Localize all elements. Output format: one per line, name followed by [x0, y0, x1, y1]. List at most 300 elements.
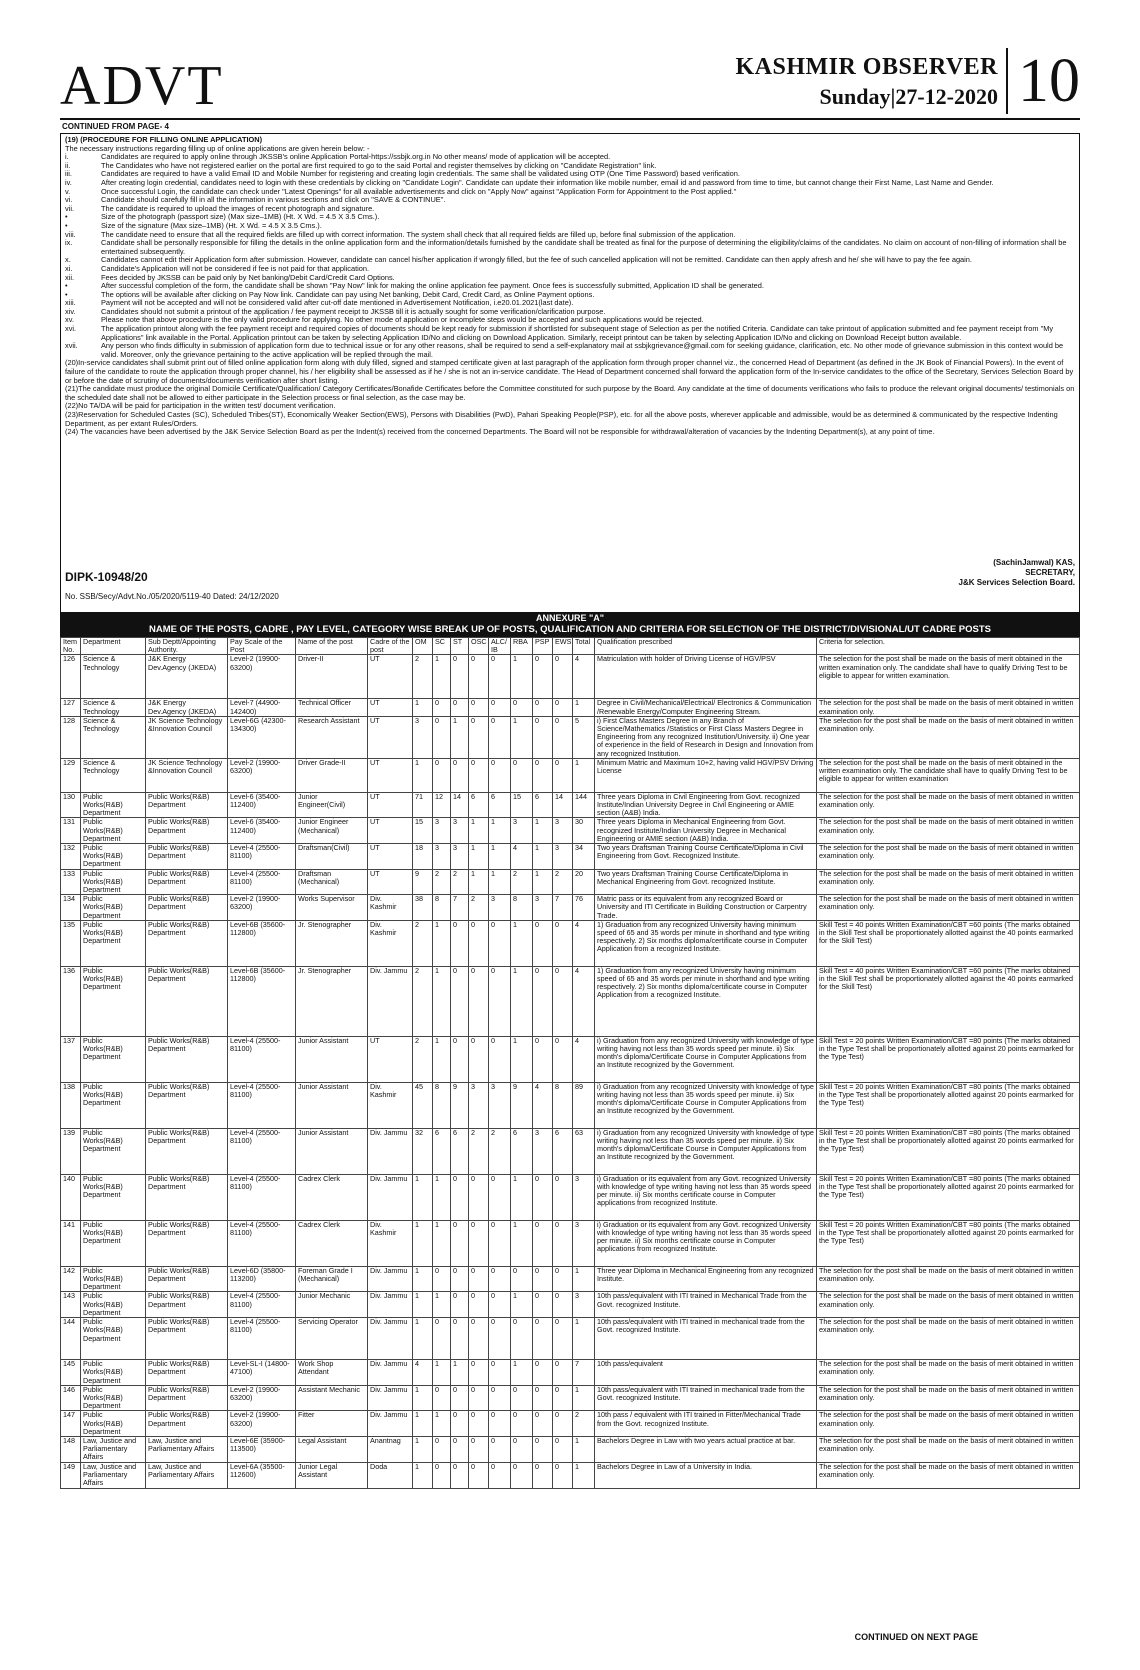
- table-cell: 1: [413, 1292, 433, 1318]
- table-row: [61, 1220, 1080, 1266]
- table-cell: The selection for the post shall be made on the basis of merit obtained in written examination only.: [817, 1462, 1080, 1488]
- table-cell: 135: [61, 920, 81, 966]
- table-cell: Science & Technology: [81, 716, 146, 758]
- table-cell: Level-4 (25500-81100): [228, 1082, 296, 1128]
- table-cell: 15: [413, 818, 433, 844]
- table-cell: 9: [511, 1082, 533, 1128]
- table-cell: Science & Technology: [81, 699, 146, 716]
- table-cell: i) Graduation from any recognized University with knowledge of type writing having not less than 35 words speed per minute. ii) Six month's diploma/Certificate Course in Computer Applications from an Institute recognized by the Government.: [595, 1128, 817, 1174]
- table-cell: Level-6 (35400-112400): [228, 792, 296, 818]
- instruction-marker: ii.: [65, 160, 71, 170]
- instruction-text: Size of the signature (Max size–1MB) (Ht. X Wd. = 4.5 X 3.5 Cms.).: [101, 220, 322, 230]
- table-cell: Fitter: [296, 1411, 368, 1437]
- section-title: ADVT: [60, 55, 224, 117]
- table-cell: JK Science Technology &Innovation Council: [146, 716, 228, 758]
- table-cell: Public Works(R&B) Department: [81, 1411, 146, 1437]
- table-cell: Assistant Mechanic: [296, 1385, 368, 1411]
- table-cell: 2: [413, 966, 433, 1036]
- table-cell: Junior Engineer (Mechanical): [296, 818, 368, 844]
- table-cell: Public Works(R&B) Department: [81, 966, 146, 1036]
- column-header: OM: [413, 638, 433, 655]
- column-header: OSC: [469, 638, 489, 655]
- table-cell: Cadrex Clerk: [296, 1174, 368, 1220]
- table-cell: 0: [469, 1411, 489, 1437]
- table-cell: Public Works(R&B) Department: [81, 920, 146, 966]
- annexure-label: ANNEXURE "A": [535, 613, 605, 623]
- instruction-text: After successful completion of the form, the candidate shall be shown "Pay Now" link for making the online application fee payment. Once fees is successfully submitted, Application ID shall be generated.: [101, 281, 764, 291]
- table-cell: 1: [511, 1360, 533, 1386]
- table-cell: Skill Test = 40 points Written Examination/CBT =60 points (The marks obtained in the Skill Test shall be proportionately allotted against the 40 points earmarked for the Skill Test): [817, 920, 1080, 966]
- instruction-item: [65, 239, 1075, 256]
- table-cell: 142: [61, 1266, 81, 1292]
- table-cell: Level-4 (25500-81100): [228, 869, 296, 895]
- table-cell: 6: [489, 792, 511, 818]
- instruction-marker: xiii.: [65, 298, 76, 308]
- table-cell: JK Science Technology &Innovation Council: [146, 758, 228, 792]
- table-cell: 1: [413, 1266, 433, 1292]
- page-header: [60, 40, 1080, 118]
- table-cell: 10th pass/equivalent with ITI trained in Mechanical Trade from the Govt. recognized Institute.: [595, 1292, 817, 1318]
- table-cell: 0: [433, 1318, 451, 1360]
- table-cell: 0: [553, 1462, 573, 1488]
- table-cell: 0: [433, 699, 451, 716]
- table-cell: 0: [469, 1436, 489, 1462]
- table-cell: 6: [553, 1128, 573, 1174]
- table-cell: Junior Legal Assistant: [296, 1462, 368, 1488]
- table-cell: 1: [451, 716, 469, 758]
- page-number: 10: [1006, 48, 1080, 114]
- table-row: [61, 1036, 1080, 1082]
- table-cell: 0: [433, 1462, 451, 1488]
- table-cell: 0: [553, 1174, 573, 1220]
- table-cell: 130: [61, 792, 81, 818]
- table-cell: 6: [433, 1128, 451, 1174]
- instruction-marker: v.: [65, 186, 71, 196]
- table-cell: Level-4 (25500-81100): [228, 1128, 296, 1174]
- table-cell: Doda: [368, 1462, 413, 1488]
- table-cell: 0: [533, 1411, 553, 1437]
- table-cell: 1: [413, 758, 433, 792]
- instruction-text: Candidate's Application will not be considered if fee is not paid for that application.: [101, 263, 370, 273]
- table-row: [61, 699, 1080, 716]
- signatory-org: J&K Services Selection Board.: [958, 578, 1075, 587]
- table-cell: Public Works(R&B) Department: [81, 844, 146, 870]
- table-cell: 4: [413, 1360, 433, 1386]
- table-cell: 0: [533, 1174, 553, 1220]
- table-cell: Public Works(R&B) Department: [146, 1318, 228, 1360]
- instruction-marker: vi.: [65, 195, 73, 205]
- table-cell: 145: [61, 1360, 81, 1386]
- table-cell: 0: [469, 1266, 489, 1292]
- table-cell: Level-7 (44900-142400): [228, 699, 296, 716]
- table-cell: 0: [489, 1266, 511, 1292]
- instruction-marker: iv.: [65, 177, 72, 187]
- table-cell: 1: [413, 1220, 433, 1266]
- table-cell: 0: [451, 1436, 469, 1462]
- instruction-marker: ix.: [65, 238, 73, 248]
- column-header: PSP: [533, 638, 553, 655]
- table-cell: 1: [433, 655, 451, 699]
- table-cell: 0: [469, 1036, 489, 1082]
- table-cell: Public Works(R&B) Department: [81, 1318, 146, 1360]
- table-cell: 144: [573, 792, 595, 818]
- table-cell: 1: [469, 844, 489, 870]
- table-cell: Div. Jammu: [368, 966, 413, 1036]
- table-cell: 0: [489, 1462, 511, 1488]
- table-cell: Public Works(R&B) Department: [81, 1266, 146, 1292]
- table-row: [61, 1462, 1080, 1488]
- table-row: [61, 895, 1080, 921]
- table-cell: Level-4 (25500-81100): [228, 1318, 296, 1360]
- table-cell: 132: [61, 844, 81, 870]
- table-cell: 0: [511, 1436, 533, 1462]
- table-cell: 0: [511, 1411, 533, 1437]
- table-cell: 2: [573, 1411, 595, 1437]
- table-cell: Div. Jammu: [368, 1266, 413, 1292]
- table-cell: Public Works(R&B) Department: [146, 1128, 228, 1174]
- instruction-marker: xv.: [65, 315, 74, 325]
- table-cell: Servicing Operator: [296, 1318, 368, 1360]
- table-cell: 0: [533, 1266, 553, 1292]
- table-cell: 126: [61, 655, 81, 699]
- table-cell: 2: [469, 1128, 489, 1174]
- table-cell: Div. Jammu: [368, 1128, 413, 1174]
- table-cell: 4: [511, 844, 533, 870]
- table-cell: Public Works(R&B) Department: [146, 1082, 228, 1128]
- table-cell: 3: [451, 818, 469, 844]
- table-cell: Junior Assistant: [296, 1128, 368, 1174]
- instruction-text: Please note that above procedure is the only valid procedure for applying. No other mode of application or incomplete steps would be accepted and such applications would be rejected.: [101, 315, 704, 325]
- table-cell: The selection for the post shall be made on the basis of merit obtained in written examination only.: [817, 792, 1080, 818]
- table-cell: Public Works(R&B) Department: [146, 844, 228, 870]
- table-cell: 0: [451, 1220, 469, 1266]
- table-cell: 1: [489, 844, 511, 870]
- table-cell: i) Graduation or its equivalent from any Govt. recognized University with knowledge of type writing having not less than 35 words speed per minute. ii) Six months certificate course in Computer applications from recognized Institute.: [595, 1220, 817, 1266]
- table-cell: The selection for the post shall be made on the basis of merit obtained in written examination only.: [817, 716, 1080, 758]
- table-row: [61, 792, 1080, 818]
- table-cell: UT: [368, 792, 413, 818]
- table-cell: 0: [533, 1385, 553, 1411]
- table-cell: 0: [469, 1292, 489, 1318]
- table-cell: 1: [533, 844, 553, 870]
- table-cell: Level-6E (35900-113500): [228, 1436, 296, 1462]
- instruction-marker: xiv.: [65, 306, 76, 316]
- table-cell: 0: [451, 920, 469, 966]
- table-cell: 6: [469, 792, 489, 818]
- table-cell: 0: [553, 920, 573, 966]
- table-cell: 0: [533, 1220, 553, 1266]
- table-row: [61, 920, 1080, 966]
- table-cell: 149: [61, 1462, 81, 1488]
- table-cell: The selection for the post shall be made on the basis of merit obtained in written examination only.: [817, 1411, 1080, 1437]
- table-cell: 3: [489, 1082, 511, 1128]
- table-cell: 1) Graduation from any recognized University having minimum speed of 65 and 35 words per minute in shorthand and type writing respectively. 2) Six months diploma/certificate course in Computer Application from a recognized Institute.: [595, 966, 817, 1036]
- table-cell: Skill Test = 40 points Written Examination/CBT =60 points (The marks obtained in the Skill Test shall be proportionately allotted against the 40 points earmarked for the Skill Test): [817, 966, 1080, 1036]
- table-cell: 0: [489, 966, 511, 1036]
- table-cell: 0: [489, 1174, 511, 1220]
- instruction-text: Candidates are required to apply online through JKSSB's online Application Portal-https://ssbjk.org.in No other means/ mode of application will be accepted.: [101, 152, 611, 162]
- table-cell: Public Works(R&B) Department: [81, 1360, 146, 1386]
- table-cell: 4: [573, 920, 595, 966]
- instruction-text: The candidate need to ensure that all the required fields are filled up with correct information. The system shall check that all required fields are filled up, before final submission of the application.: [101, 229, 736, 239]
- table-cell: 1: [573, 758, 595, 792]
- table-cell: Public Works(R&B) Department: [146, 818, 228, 844]
- instruction-text: Once successful Login, the candidate can check under "Latest Openings" for all available advertisements and click on "Apply Now" against "Application Form for Appointment to the Post applied.": [101, 186, 737, 196]
- table-cell: Level-6 (35400-112400): [228, 818, 296, 844]
- table-cell: Div. Kashmir: [368, 1220, 413, 1266]
- table-cell: 0: [451, 1318, 469, 1360]
- table-cell: 18: [413, 844, 433, 870]
- instruction-marker: •: [65, 212, 68, 222]
- table-cell: 1: [573, 1385, 595, 1411]
- table-cell: 1: [511, 1036, 533, 1082]
- table-cell: 0: [489, 1220, 511, 1266]
- continued-from: CONTINUED FROM PAGE- 4: [62, 122, 169, 131]
- table-cell: The selection for the post shall be made on the basis of merit obtained in written examination only.: [817, 818, 1080, 844]
- table-cell: 0: [533, 1462, 553, 1488]
- table-cell: Level-4 (25500-81100): [228, 844, 296, 870]
- table-cell: The selection for the post shall be made on the basis of merit obtained in the written examination only. The candidate shall have to qualify Driving Test to be eligible to appear for written examination: [817, 758, 1080, 792]
- table-cell: 3: [511, 818, 533, 844]
- table-cell: Level-2 (19900-63200): [228, 895, 296, 921]
- table-cell: 1: [433, 1292, 451, 1318]
- para-24: (24) The vacancies have been advertised by the J&K Service Selection Board as per the Indent(s) received from the concerned Departments. The Board will not be responsible for withdrawal/alteration of vacancies by the Indenting Department(s), at any point of time.: [65, 427, 935, 437]
- table-cell: Skill Test = 20 points Written Examination/CBT =80 points (The marks obtained in the Type Test shall be proportionately allotted against 20 points earmarked for the Type Test): [817, 1128, 1080, 1174]
- table-cell: Div. Jammu: [368, 1174, 413, 1220]
- table-cell: 45: [413, 1082, 433, 1128]
- table-row: [61, 716, 1080, 758]
- table-cell: 2: [489, 1128, 511, 1174]
- table-cell: 0: [451, 966, 469, 1036]
- table-cell: The selection for the post shall be made on the basis of merit obtained in written examination only.: [817, 1292, 1080, 1318]
- table-cell: 1: [489, 818, 511, 844]
- table-cell: 0: [489, 1436, 511, 1462]
- table-cell: Law, Justice and Parliamentary Affairs: [81, 1462, 146, 1488]
- table-cell: 146: [61, 1385, 81, 1411]
- table-cell: 1: [413, 1436, 433, 1462]
- instruction-text: The Candidates who have not registered earlier on the portal are first required to go to the said Portal and register themselves by clicking on "Candidate Registration" link.: [101, 160, 657, 170]
- table-cell: 1: [413, 1411, 433, 1437]
- table-cell: Div. Jammu: [368, 1292, 413, 1318]
- table-cell: Public Works(R&B) Department: [81, 1220, 146, 1266]
- table-cell: 1: [413, 1462, 433, 1488]
- table-cell: 3: [533, 1128, 553, 1174]
- table-cell: UT: [368, 699, 413, 716]
- table-cell: UT: [368, 716, 413, 758]
- table-cell: 0: [533, 1436, 553, 1462]
- table-cell: Junior Engineer(Civil): [296, 792, 368, 818]
- table-cell: Public Works(R&B) Department: [146, 1266, 228, 1292]
- table-cell: 0: [553, 758, 573, 792]
- table-cell: Level-6A (35500-112600): [228, 1462, 296, 1488]
- table-cell: 1: [573, 1462, 595, 1488]
- table-cell: Public Works(R&B) Department: [81, 792, 146, 818]
- table-cell: Science & Technology: [81, 655, 146, 699]
- table-cell: UT: [368, 758, 413, 792]
- table-cell: Level-SL-I (14800-47100): [228, 1360, 296, 1386]
- table-cell: 9: [413, 869, 433, 895]
- table-cell: Matric pass or its equivalent from any recognized Board or University and ITI Certificate in Building Construction or Carpentry Trade.: [595, 895, 817, 921]
- column-header: Cadre of the post: [368, 638, 413, 655]
- column-header: ALC/ IB: [489, 638, 511, 655]
- table-cell: Skill Test = 20 points Written Examination/CBT =80 points (The marks obtained in the Type Test shall be proportionately allotted against 20 points earmarked for the Type Test): [817, 1174, 1080, 1220]
- table-cell: Science & Technology: [81, 758, 146, 792]
- table-cell: 0: [489, 758, 511, 792]
- table-cell: Bachelors Degree in Law with two years actual practice at bar.: [595, 1436, 817, 1462]
- table-cell: Foreman Grade I (Mechanical): [296, 1266, 368, 1292]
- table-cell: 138: [61, 1082, 81, 1128]
- table-row: [61, 818, 1080, 844]
- table-cell: 0: [511, 1385, 533, 1411]
- table-cell: 0: [469, 1462, 489, 1488]
- table-cell: 0: [451, 1462, 469, 1488]
- table-cell: 15: [511, 792, 533, 818]
- table-cell: 129: [61, 758, 81, 792]
- table-cell: 0: [553, 1220, 573, 1266]
- table-cell: 0: [451, 1174, 469, 1220]
- column-header: Pay Scale of the Post: [228, 638, 296, 655]
- instruction-marker: xvi.: [65, 324, 77, 334]
- table-cell: The selection for the post shall be made on the basis of merit obtained in written examination only.: [817, 844, 1080, 870]
- table-cell: 1: [511, 716, 533, 758]
- table-cell: 0: [469, 1360, 489, 1386]
- instruction-item: [65, 325, 1075, 342]
- posts-table: [60, 637, 1080, 1489]
- table-cell: 1: [413, 1385, 433, 1411]
- table-cell: 0: [489, 1411, 511, 1437]
- table-cell: 1: [433, 920, 451, 966]
- table-cell: 1: [413, 1174, 433, 1220]
- instruction-marker: xi.: [65, 263, 73, 273]
- table-cell: Public Works(R&B) Department: [81, 1128, 146, 1174]
- table-cell: 0: [533, 699, 553, 716]
- table-cell: 0: [553, 1360, 573, 1386]
- table-cell: Div. Jammu: [368, 1385, 413, 1411]
- table-cell: 0: [451, 1036, 469, 1082]
- table-cell: 128: [61, 716, 81, 758]
- table-row: [61, 1360, 1080, 1386]
- table-cell: Law, Justice and Parliamentary Affairs: [146, 1462, 228, 1488]
- table-cell: Level-4 (25500-81100): [228, 1036, 296, 1082]
- table-cell: J&K Energy Dev.Agency (JKEDA): [146, 699, 228, 716]
- table-cell: 89: [573, 1082, 595, 1128]
- table-cell: Public Works(R&B) Department: [146, 1411, 228, 1437]
- table-row: [61, 1436, 1080, 1462]
- table-cell: 4: [573, 966, 595, 1036]
- table-cell: 32: [413, 1128, 433, 1174]
- table-cell: 1: [573, 1436, 595, 1462]
- table-cell: 0: [553, 1436, 573, 1462]
- instruction-text: After creating login credential, candidates need to login with these credentials by clicking on "Candidate Login". Candidate can update their information like mobile number, email id and password from time to time, but cannot change their First Name, Last Name and Gender.: [101, 177, 994, 187]
- table-cell: 0: [533, 920, 553, 966]
- instruction-text: Candidates cannot edit their Application form after submission. However, candidate can cancel his/her application if wrongly filled, but the fee of such cancelled application will not be remitted. Candidate can then apply afresh and he/ she will have to pay the fee again.: [101, 255, 972, 265]
- table-cell: 12: [433, 792, 451, 818]
- table-cell: 3: [573, 1220, 595, 1266]
- table-row: [61, 1082, 1080, 1128]
- table-cell: Level-2 (19900-63200): [228, 1411, 296, 1437]
- table-cell: 147: [61, 1411, 81, 1437]
- table-cell: Driver Grade-II: [296, 758, 368, 792]
- para-21: (21)The candidate must produce the original Domicile Certificate/Qualification/ Category Certificates/Bonafide Certificates before the Committee constituted for such purpose by the Board. Any candidate at the time of documents verifications who fails to produce the relevant original documents/ testimonials on the scheduled date shall not be allowed to either participate in the Selection process or final selection, as the case may be.: [65, 384, 1075, 402]
- table-cell: The selection for the post shall be made on the basis of merit obtained in written examination only.: [817, 1385, 1080, 1411]
- table-cell: Degree in Civil/Mechanical/Electrical/ Electronics & Communication /Renewable Energy/Computer Engineering Stream.: [595, 699, 817, 716]
- table-row: [61, 1174, 1080, 1220]
- table-cell: 71: [413, 792, 433, 818]
- column-header: Sub Deptt/Appointing Authority.: [146, 638, 228, 655]
- reference-number: No. SSB/Secy/Advt.No./05/2020/5119-40 Dated: 24/12/2020: [65, 592, 279, 601]
- table-cell: Draftsman (Mechanical): [296, 869, 368, 895]
- table-cell: 0: [511, 699, 533, 716]
- table-cell: The selection for the post shall be made on the basis of merit obtained in written examination only.: [817, 869, 1080, 895]
- table-cell: 0: [451, 699, 469, 716]
- instruction-marker: vii.: [65, 203, 75, 213]
- table-cell: 0: [533, 758, 553, 792]
- table-cell: i) Graduation from any recognized University with knowledge of type writing having not less than 35 words speed per minute. ii) Six month's diploma/Certificate Course in Computer Applications from an Institute recognized by the Government.: [595, 1036, 817, 1082]
- table-cell: Div. Jammu: [368, 1318, 413, 1360]
- table-body: [61, 655, 1080, 1488]
- table-cell: 3: [573, 1292, 595, 1318]
- table-cell: 7: [573, 1360, 595, 1386]
- instructions: [61, 134, 1079, 439]
- table-cell: 1: [433, 1036, 451, 1082]
- signature-block: [959, 558, 1076, 588]
- table-cell: 134: [61, 895, 81, 921]
- table-cell: Jr. Stenographer: [296, 966, 368, 1036]
- table-cell: 1: [511, 966, 533, 1036]
- table-cell: 0: [451, 758, 469, 792]
- table-cell: 30: [573, 818, 595, 844]
- table-cell: Public Works(R&B) Department: [146, 1292, 228, 1318]
- table-cell: 0: [451, 1266, 469, 1292]
- instruction-marker: xvii.: [65, 341, 78, 351]
- instruction-marker: iii.: [65, 169, 72, 179]
- table-cell: 2: [413, 655, 433, 699]
- table-cell: 63: [573, 1128, 595, 1174]
- table-cell: 0: [553, 716, 573, 758]
- table-cell: 0: [469, 1385, 489, 1411]
- table-cell: 0: [553, 1385, 573, 1411]
- instruction-text: The options will be available after clicking on Pay Now link. Candidate can pay using Net banking, Debit Card, Credit Card, as Online Payment options.: [101, 289, 595, 299]
- table-cell: 10th pass/equivalent: [595, 1360, 817, 1386]
- instruction-marker: x.: [65, 255, 71, 265]
- table-cell: 0: [469, 966, 489, 1036]
- table-cell: 1: [433, 1360, 451, 1386]
- table-cell: Public Works(R&B) Department: [146, 1174, 228, 1220]
- table-cell: Public Works(R&B) Department: [146, 895, 228, 921]
- table-cell: 0: [533, 1318, 553, 1360]
- instruction-text: Candidates are required to have a valid Email ID and Mobile Number for registering and creating login credentials. The same shall be validated using OTP (One Time Password) based verification.: [101, 169, 740, 179]
- table-cell: 0: [451, 1411, 469, 1437]
- table-cell: 3: [413, 716, 433, 758]
- table-cell: Level-2 (19900-63200): [228, 1385, 296, 1411]
- table-cell: 1: [511, 655, 533, 699]
- table-cell: 0: [533, 716, 553, 758]
- table-cell: Div. Kashmir: [368, 1082, 413, 1128]
- table-cell: 10th pass/equivalent with ITI trained in mechanical trade from the Govt. recognized Institute.: [595, 1318, 817, 1360]
- table-cell: 0: [469, 716, 489, 758]
- table-cell: 1: [489, 869, 511, 895]
- column-header: Item No.: [61, 638, 81, 655]
- table-cell: 148: [61, 1436, 81, 1462]
- table-cell: Level-6B (35600-112800): [228, 966, 296, 1036]
- column-header: Total: [573, 638, 595, 655]
- table-cell: 0: [469, 655, 489, 699]
- table-cell: J&K Energy Dev.Agency (JKEDA): [146, 655, 228, 699]
- table-cell: 0: [553, 699, 573, 716]
- table-cell: Law, Justice and Parliamentary Affairs: [81, 1436, 146, 1462]
- table-cell: Public Works(R&B) Department: [81, 869, 146, 895]
- table-cell: The selection for the post shall be made on the basis of merit obtained in the written examination only. The candidate shall have to qualify Driving Test to be eligible to appear for written examination.: [817, 655, 1080, 699]
